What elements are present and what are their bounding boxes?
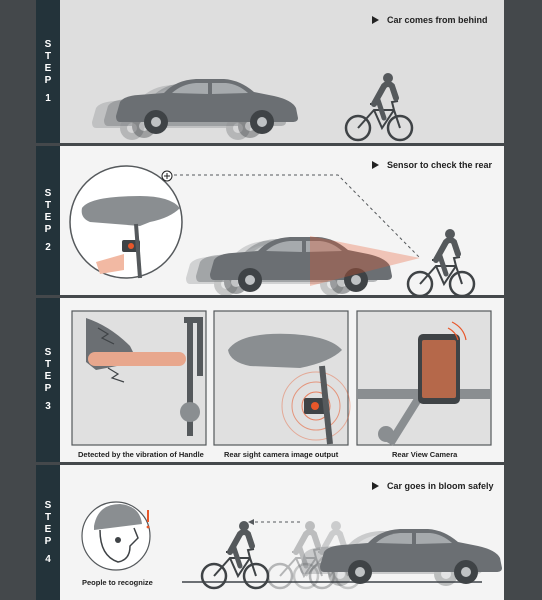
- step-2-caption: Sensor to check the rear: [387, 160, 493, 170]
- step-1-word: S T E P: [44, 38, 52, 86]
- step-3-caption-2: Rear sight camera image output: [224, 450, 339, 459]
- handle-frame: [72, 311, 206, 445]
- step-3-caption-1: Detected by the vibration of Handle: [78, 450, 204, 459]
- arrow-icon: [248, 519, 254, 525]
- step-3-number: 3: [45, 401, 51, 412]
- step-2-number: 2: [45, 241, 51, 253]
- sensor-zoom: [70, 166, 182, 278]
- step-2-word: S T E P: [44, 187, 52, 235]
- cyclist-icon: [408, 229, 474, 296]
- rider-head: [82, 502, 150, 570]
- step-4-number: 4: [45, 553, 51, 565]
- phone-frame: [357, 311, 491, 445]
- car-icon: [92, 79, 298, 140]
- cyclist-icon: [346, 73, 412, 140]
- saddle-frame: [214, 311, 350, 445]
- step-4-word: S T E P: [44, 499, 52, 547]
- step-4-caption: Car goes in bloom safely: [387, 481, 494, 491]
- step-3-caption-3: Rear View Camera: [392, 450, 458, 459]
- step-1-number: 1: [45, 92, 51, 104]
- step-1-caption: Car comes from behind: [387, 15, 488, 25]
- step-3-word: S T E P: [44, 347, 52, 394]
- step-4-sub-caption: People to recognize: [82, 578, 153, 587]
